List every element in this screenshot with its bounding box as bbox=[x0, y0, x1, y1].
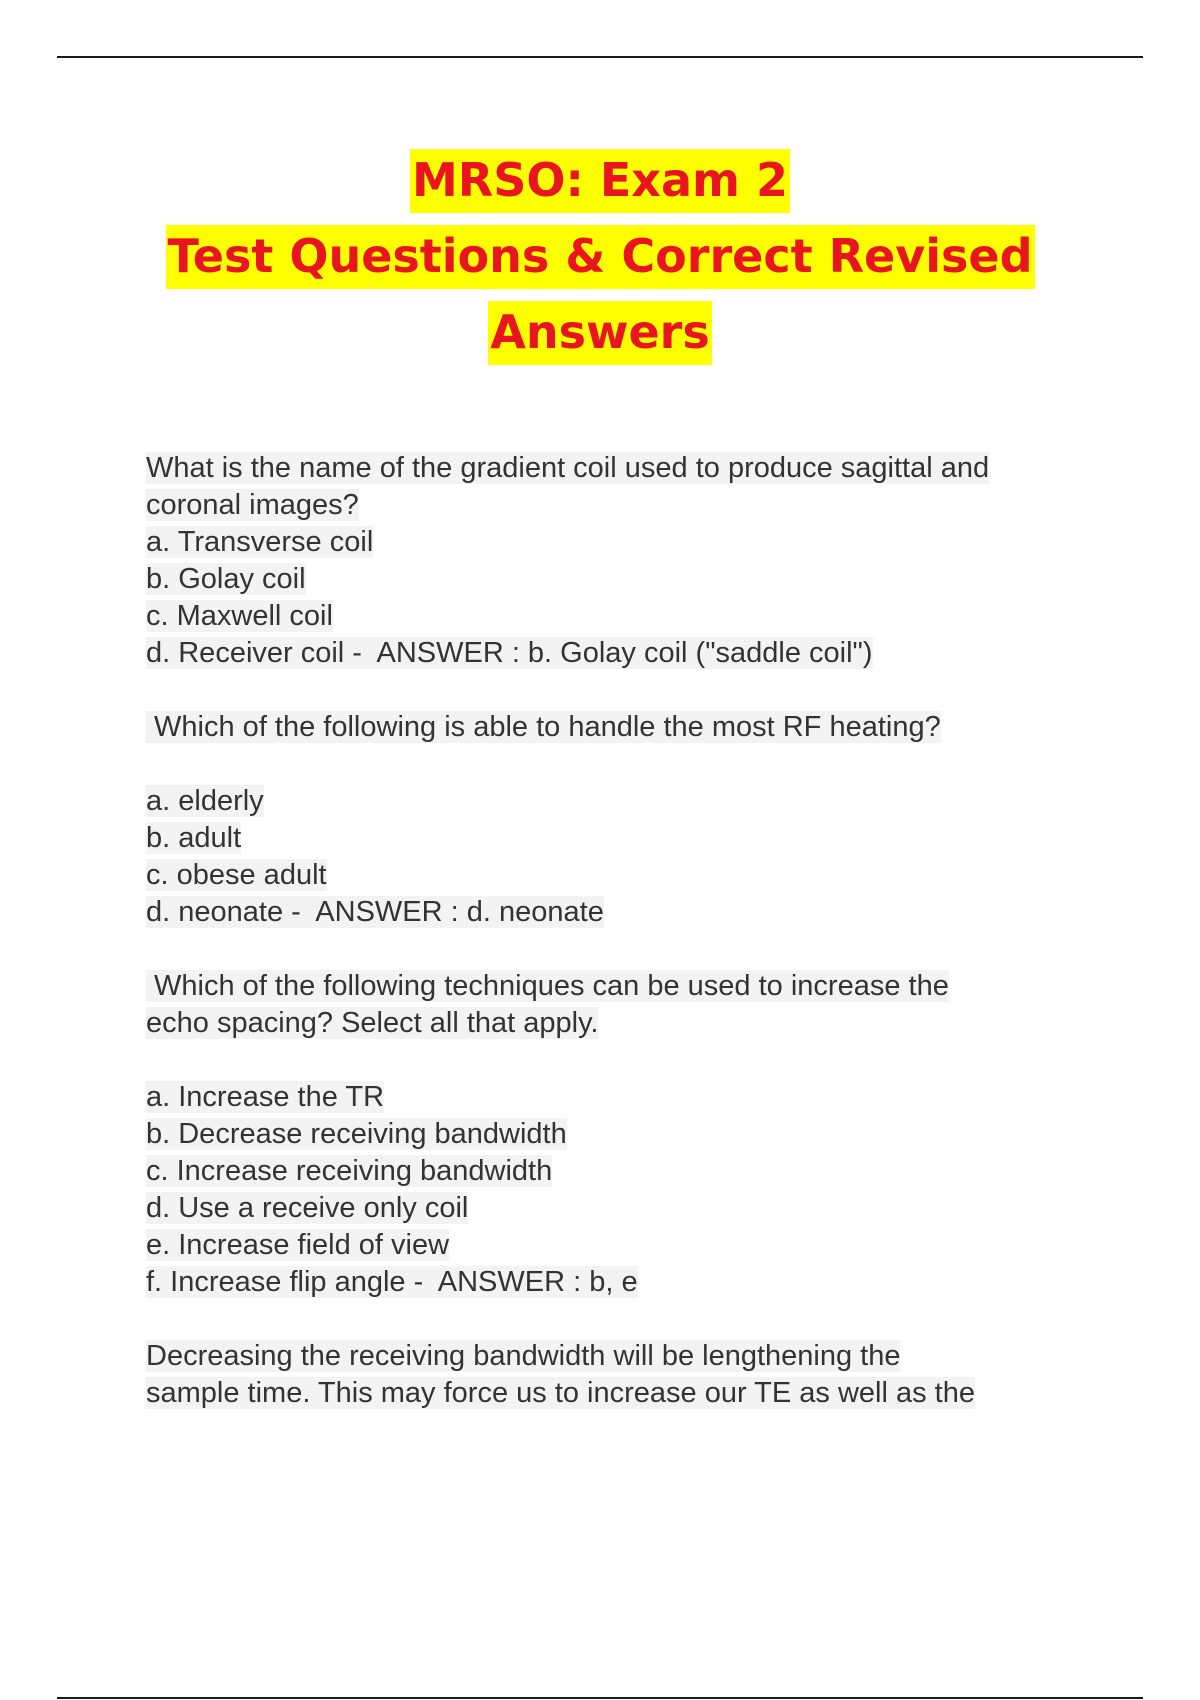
answer-option: d. Use a receive only coil bbox=[146, 1192, 469, 1224]
question-text: Which of the following techniques can be used to increase the bbox=[146, 970, 949, 1002]
explanation-text: sample time. This may force us to increase our TE as well as the bbox=[146, 1377, 975, 1409]
question-block-1 bbox=[146, 450, 1106, 672]
question-list bbox=[146, 450, 1106, 1412]
question-text: coronal images? bbox=[146, 489, 359, 521]
question-block-2 bbox=[146, 709, 1106, 931]
answer-option: b. Golay coil bbox=[146, 563, 306, 595]
answer-option: a. Increase the TR bbox=[146, 1081, 385, 1113]
title-line-3: Answers bbox=[0, 294, 1200, 370]
answer-option-with-answer: d. neonate - ANSWER : d. neonate bbox=[146, 896, 604, 928]
blank-line bbox=[146, 1042, 1106, 1079]
blank-line bbox=[146, 746, 1106, 783]
answer-option: e. Increase field of view bbox=[146, 1229, 450, 1261]
question-text: echo spacing? Select all that apply. bbox=[146, 1007, 599, 1039]
bottom-rule bbox=[57, 1697, 1143, 1699]
answer-option: a. Transverse coil bbox=[146, 526, 374, 558]
title-line-2: Test Questions & Correct Revised bbox=[0, 218, 1200, 294]
question-text: What is the name of the gradient coil used to produce sagittal and bbox=[146, 452, 990, 484]
title-line-1: MRSO: Exam 2 bbox=[0, 142, 1200, 218]
spacer bbox=[146, 1301, 1106, 1338]
answer-option: c. Increase receiving bandwidth bbox=[146, 1155, 553, 1187]
answer-option: c. Maxwell coil bbox=[146, 600, 333, 632]
answer-option: c. obese adult bbox=[146, 859, 327, 891]
answer-option: b. Decrease receiving bandwidth bbox=[146, 1118, 567, 1150]
answer-option-with-answer: f. Increase flip angle - ANSWER : b, e bbox=[146, 1266, 638, 1298]
spacer bbox=[146, 931, 1106, 968]
question-text: Which of the following is able to handle the most RF heating? bbox=[146, 711, 941, 743]
spacer bbox=[146, 672, 1106, 709]
answer-option: a. elderly bbox=[146, 785, 264, 817]
document-title bbox=[0, 142, 1200, 370]
answer-option-with-answer: d. Receiver coil - ANSWER : b. Golay coil ("saddle coil") bbox=[146, 637, 873, 669]
explanation-text: Decreasing the receiving bandwidth will be lengthening the bbox=[146, 1340, 901, 1372]
top-rule bbox=[57, 56, 1143, 58]
answer-option: b. adult bbox=[146, 822, 242, 854]
explanation-block bbox=[146, 1338, 1106, 1412]
question-block-3 bbox=[146, 968, 1106, 1301]
